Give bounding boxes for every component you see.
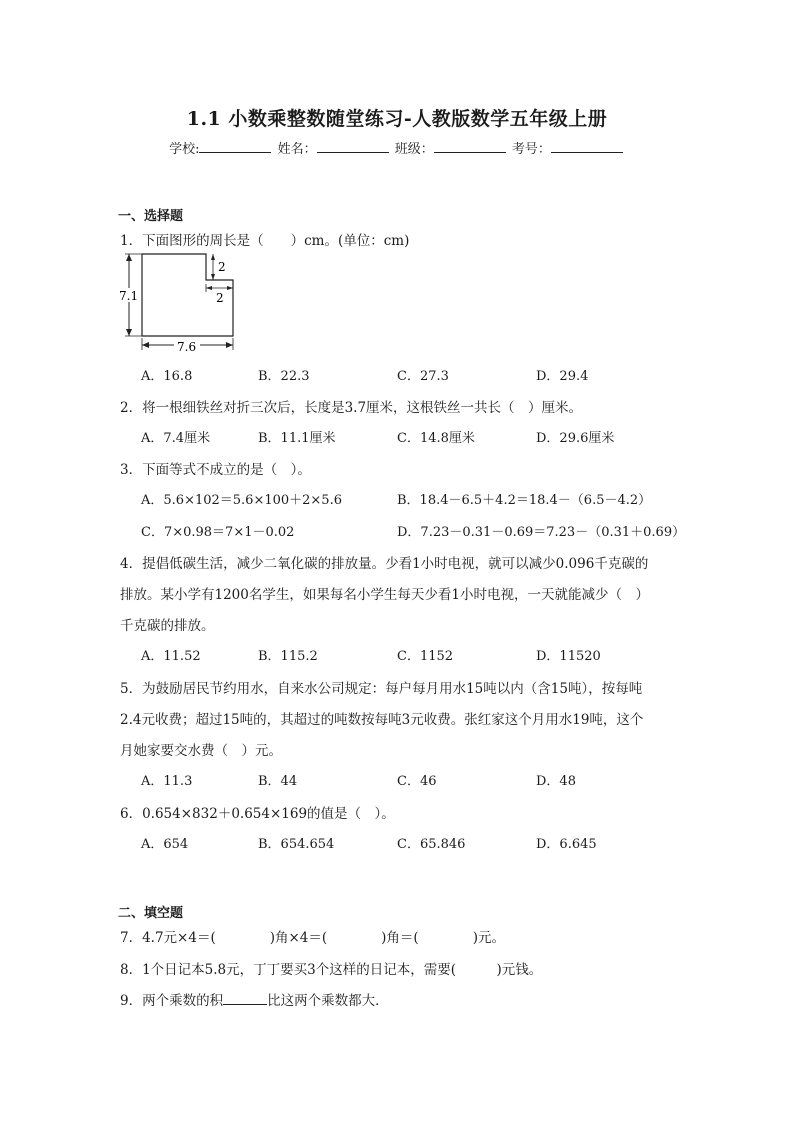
- student-info-line: [0, 138, 794, 157]
- q5-option-b[interactable]: B．44: [258, 774, 298, 789]
- question-1-figure: [116, 250, 246, 358]
- question-9-text: [120, 989, 389, 1009]
- question-7-text: 7．4.7元×4＝( )角×4＝( )角＝( )元。: [120, 930, 505, 946]
- q6-option-c[interactable]: C．65.846: [397, 837, 466, 852]
- exam-number-label: 考号：: [511, 142, 551, 157]
- q5-option-c[interactable]: C．46: [397, 774, 437, 789]
- q2-option-b[interactable]: B．11.1厘米: [258, 431, 336, 446]
- figure-notch-height-label: 2: [218, 260, 226, 274]
- q1-option-d[interactable]: D．29.4: [536, 369, 589, 384]
- question-5-line-3: 月她家要交水费（ ）元。: [120, 743, 282, 759]
- question-5-line-2: 2.4元收费；超过15吨的，其超过的吨数按每吨3元收费。张红家这个月用水19吨，这个: [120, 712, 644, 728]
- q5-option-d[interactable]: D．48: [536, 774, 576, 789]
- question-6-text: 6．0.654×832＋0.654×169的值是（ ）。: [120, 806, 395, 822]
- question-5-line-1: 5．为鼓励居民节约用水，自来水公司规定：每户每月用水15吨以内（含15吨），按每吨: [120, 681, 643, 697]
- q3-option-c[interactable]: C．7×0.98＝7×1－0.02: [141, 525, 295, 540]
- q3-option-a[interactable]: A．5.6×102＝5.6×100＋2×5.6: [141, 493, 342, 508]
- question-9-blank[interactable]: [223, 992, 267, 1005]
- class-blank: [434, 140, 506, 153]
- question-9-after: 比这两个乘数都大．: [267, 993, 389, 1009]
- q2-option-d[interactable]: D．29.6厘米: [536, 431, 615, 446]
- name-label: 姓名：: [277, 142, 317, 157]
- figure-width-label: 7.6: [177, 340, 197, 354]
- q5-option-a[interactable]: A．11.3: [141, 774, 193, 789]
- question-4-line-1: 4．提倡低碳生活，减少二氧化碳的排放量。少看1小时电视，就可以减少0.096千克碳的: [120, 556, 649, 572]
- q3-option-d[interactable]: D．7.23－0.31－0.69＝7.23－（0.31＋0.69）: [397, 525, 686, 540]
- q6-option-d[interactable]: D．6.645: [536, 837, 597, 852]
- figure-notch-width-label: 2: [216, 291, 224, 305]
- exam-number-blank: [551, 140, 623, 153]
- q2-option-c[interactable]: C．14.8厘米: [397, 431, 475, 446]
- question-4-line-2: 排放。某小学有1200名学生，如果每名小学生每天少看1小时电视，一天就能减少（ ）: [120, 587, 649, 603]
- q6-option-a[interactable]: A．654: [141, 837, 189, 852]
- name-blank: [317, 140, 389, 153]
- q6-option-b[interactable]: B．654.654: [258, 837, 335, 852]
- school-blank: [199, 140, 271, 153]
- question-8-text: 8．1个日记本5.8元，丁丁要买3个这样的日记本，需要( )元钱。: [120, 962, 543, 978]
- q4-option-d[interactable]: D．11520: [536, 649, 601, 664]
- q3-option-b[interactable]: B．18.4－6.5＋4.2＝18.4－（6.5－4.2）: [397, 493, 652, 508]
- question-4-line-3: 千克碳的排放。: [120, 618, 215, 634]
- q1-option-b[interactable]: B．22.3: [258, 369, 310, 384]
- class-label: 班级：: [394, 142, 434, 157]
- question-9-before: 9．两个乘数的积: [120, 993, 224, 1009]
- q4-option-c[interactable]: C．1152: [397, 649, 454, 664]
- q1-option-a[interactable]: A．16.8: [141, 369, 193, 384]
- question-1-text: 1．下面图形的周长是（ ）cm。(单位：cm): [120, 233, 410, 249]
- school-label: 学校:: [169, 142, 200, 157]
- question-2-text: 2．将一根细铁丝对折三次后，长度是3.7厘米，这根铁丝一共长（ ）厘米。: [120, 400, 583, 416]
- q1-option-c[interactable]: C．27.3: [397, 369, 449, 384]
- section-choice-heading: 一、选择题: [118, 209, 184, 224]
- q4-option-a[interactable]: A．11.52: [141, 649, 201, 664]
- figure-height-label: 7.1: [119, 289, 139, 303]
- section-fill-heading: 二、填空题: [118, 906, 184, 921]
- page-title: 1.1 小数乘整数随堂练习-人教版数学五年级上册: [186, 108, 608, 130]
- q4-option-b[interactable]: B．115.2: [258, 649, 318, 664]
- q2-option-a[interactable]: A．7.4厘米: [141, 431, 211, 446]
- question-3-text: 3．下面等式不成立的是（ ）。: [120, 462, 311, 478]
